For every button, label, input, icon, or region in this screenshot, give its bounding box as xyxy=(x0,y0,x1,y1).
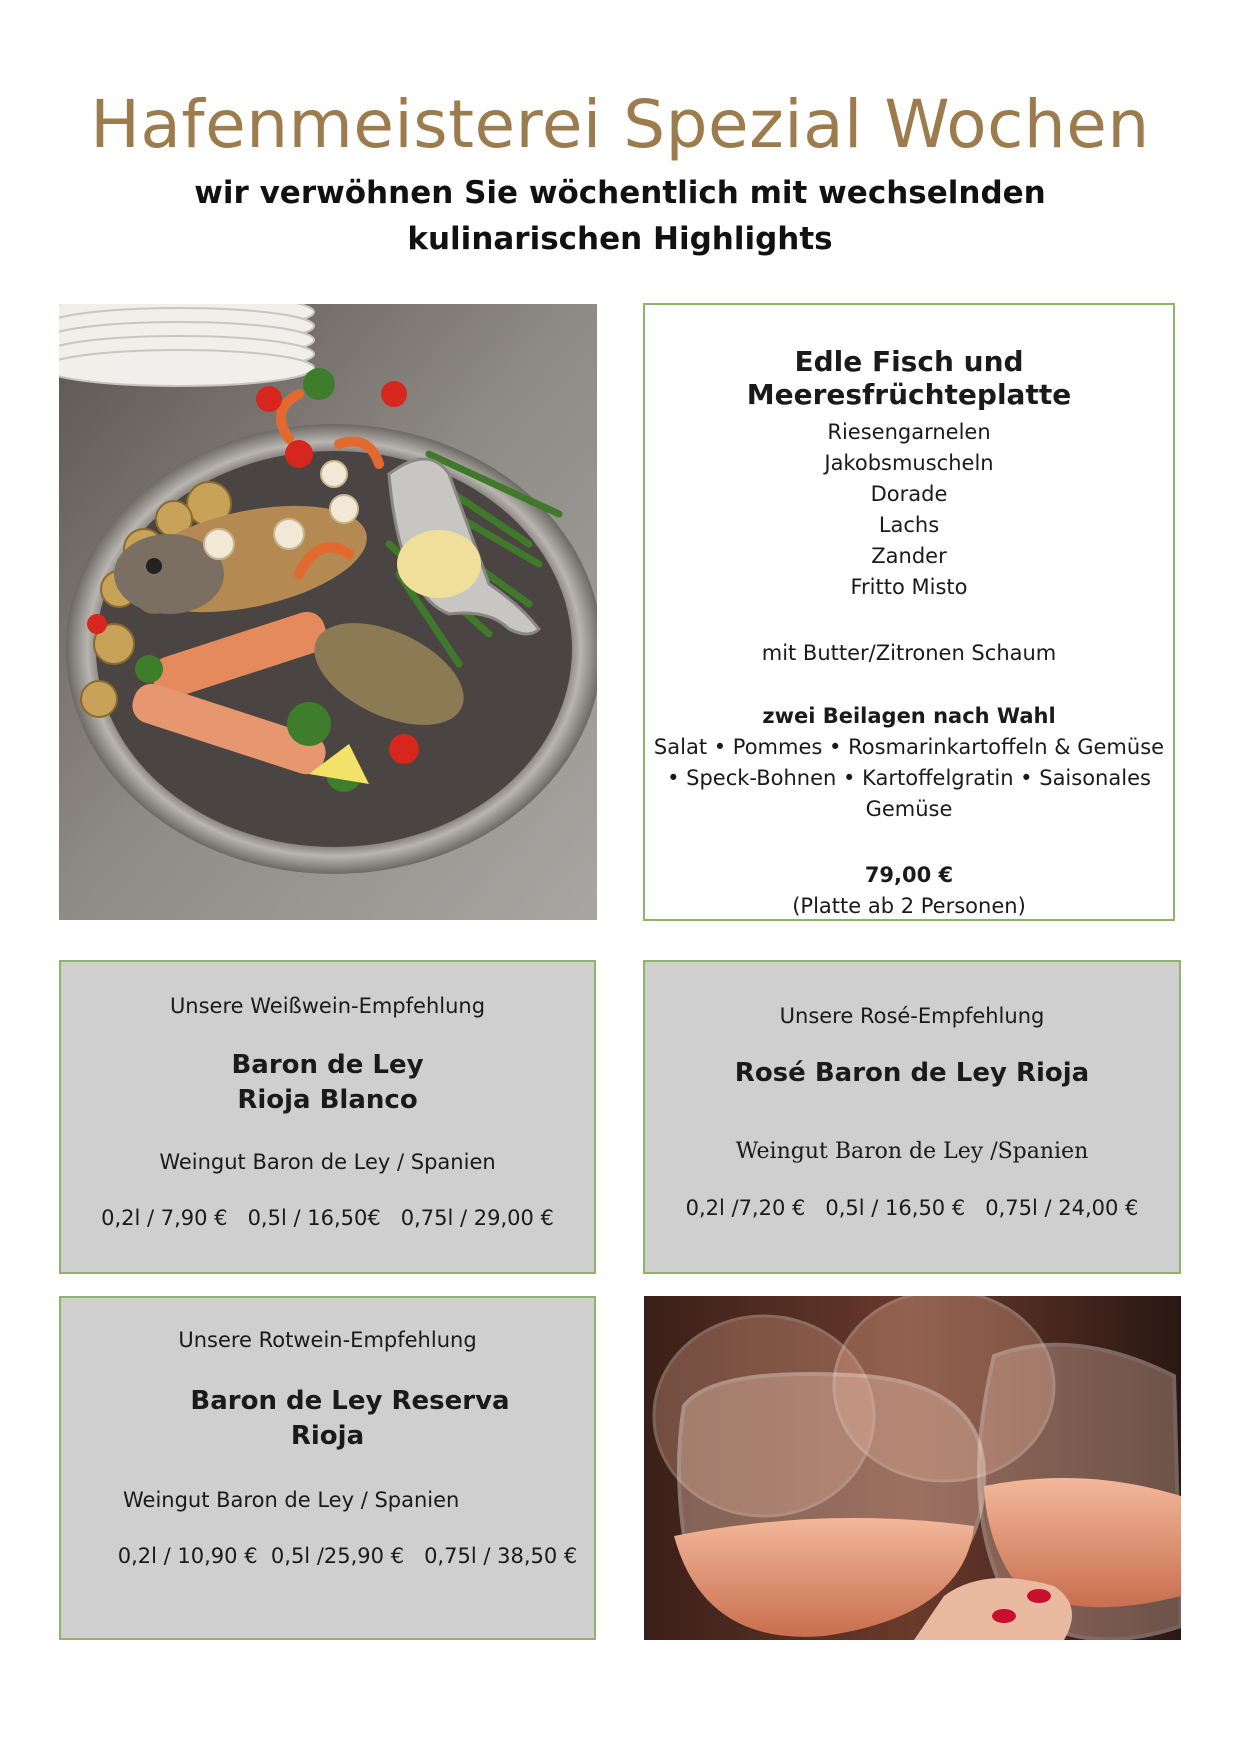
menu-item: Jakobsmuscheln xyxy=(824,451,994,475)
menu-item: Zander xyxy=(871,544,947,568)
red-wine-winery: Weingut Baron de Ley / Spanien xyxy=(123,1488,460,1512)
rose-wine-box xyxy=(643,960,1181,1274)
subtitle-line-2: kulinarischen Highlights xyxy=(407,221,833,257)
red-wine-name-line-1: Baron de Ley Reserva xyxy=(190,1386,510,1416)
red-wine-name-line-2: Rioja xyxy=(290,1421,365,1451)
page-subtitle xyxy=(0,170,1240,262)
rose-glasses-photo xyxy=(644,1296,1181,1640)
rose-wine-name: Rosé Baron de Ley Rioja xyxy=(734,1058,1090,1088)
rose-wine-winery: Weingut Baron de Ley /Spanien xyxy=(735,1139,1089,1164)
page-title: Hafenmeisterei Spezial Wochen xyxy=(90,86,1150,163)
fish-platter-photo xyxy=(59,304,597,920)
menu-item: Fritto Misto xyxy=(850,575,968,599)
red-wine-label: Unsere Rotwein-Empfehlung xyxy=(178,1328,477,1352)
menu-box xyxy=(643,303,1175,921)
menu-sauce: mit Butter/Zitronen Schaum xyxy=(761,641,1057,665)
menu-heading: Edle Fisch und Meeresfrüchteplatte xyxy=(746,345,1072,411)
rose-wine-label: Unsere Rosé-Empfehlung xyxy=(779,1004,1045,1028)
white-wine-box xyxy=(59,960,596,1274)
white-wine-name-line-1: Baron de Ley xyxy=(231,1050,424,1080)
subtitle-line-1: wir verwöhnen Sie wöchentlich mit wechselnden xyxy=(194,175,1046,211)
menu-sides-line-2: • Speck-Bohnen • Kartoffelgratin • Saisonales xyxy=(667,766,1151,790)
menu-price-note: (Platte ab 2 Personen) xyxy=(792,894,1026,918)
menu-item: Lachs xyxy=(878,513,940,537)
white-wine-winery: Weingut Baron de Ley / Spanien xyxy=(159,1150,496,1174)
red-wine-prices: 0,2l / 10,90 € 0,5l /25,90 € 0,75l / 38,50 € xyxy=(117,1544,578,1568)
rose-wine-prices: 0,2l /7,20 € 0,5l / 16,50 € 0,75l / 24,00 € xyxy=(685,1196,1139,1220)
menu-item: Riesengarnelen xyxy=(827,420,991,444)
menu-price: 79,00 € xyxy=(864,863,954,887)
menu-sides-line-3: Gemüse xyxy=(865,797,953,821)
menu-item: Dorade xyxy=(870,482,948,506)
white-wine-label: Unsere Weißwein-Empfehlung xyxy=(169,994,486,1018)
red-wine-box xyxy=(59,1296,596,1640)
white-wine-name-line-2: Rioja Blanco xyxy=(237,1085,418,1115)
menu-sides-title: zwei Beilagen nach Wahl xyxy=(762,704,1056,728)
white-wine-prices: 0,2l / 7,90 € 0,5l / 16,50€ 0,75l / 29,00 € xyxy=(101,1206,554,1230)
menu-sides-line-1: Salat • Pommes • Rosmarinkartoffeln & Gemüse xyxy=(653,735,1165,759)
